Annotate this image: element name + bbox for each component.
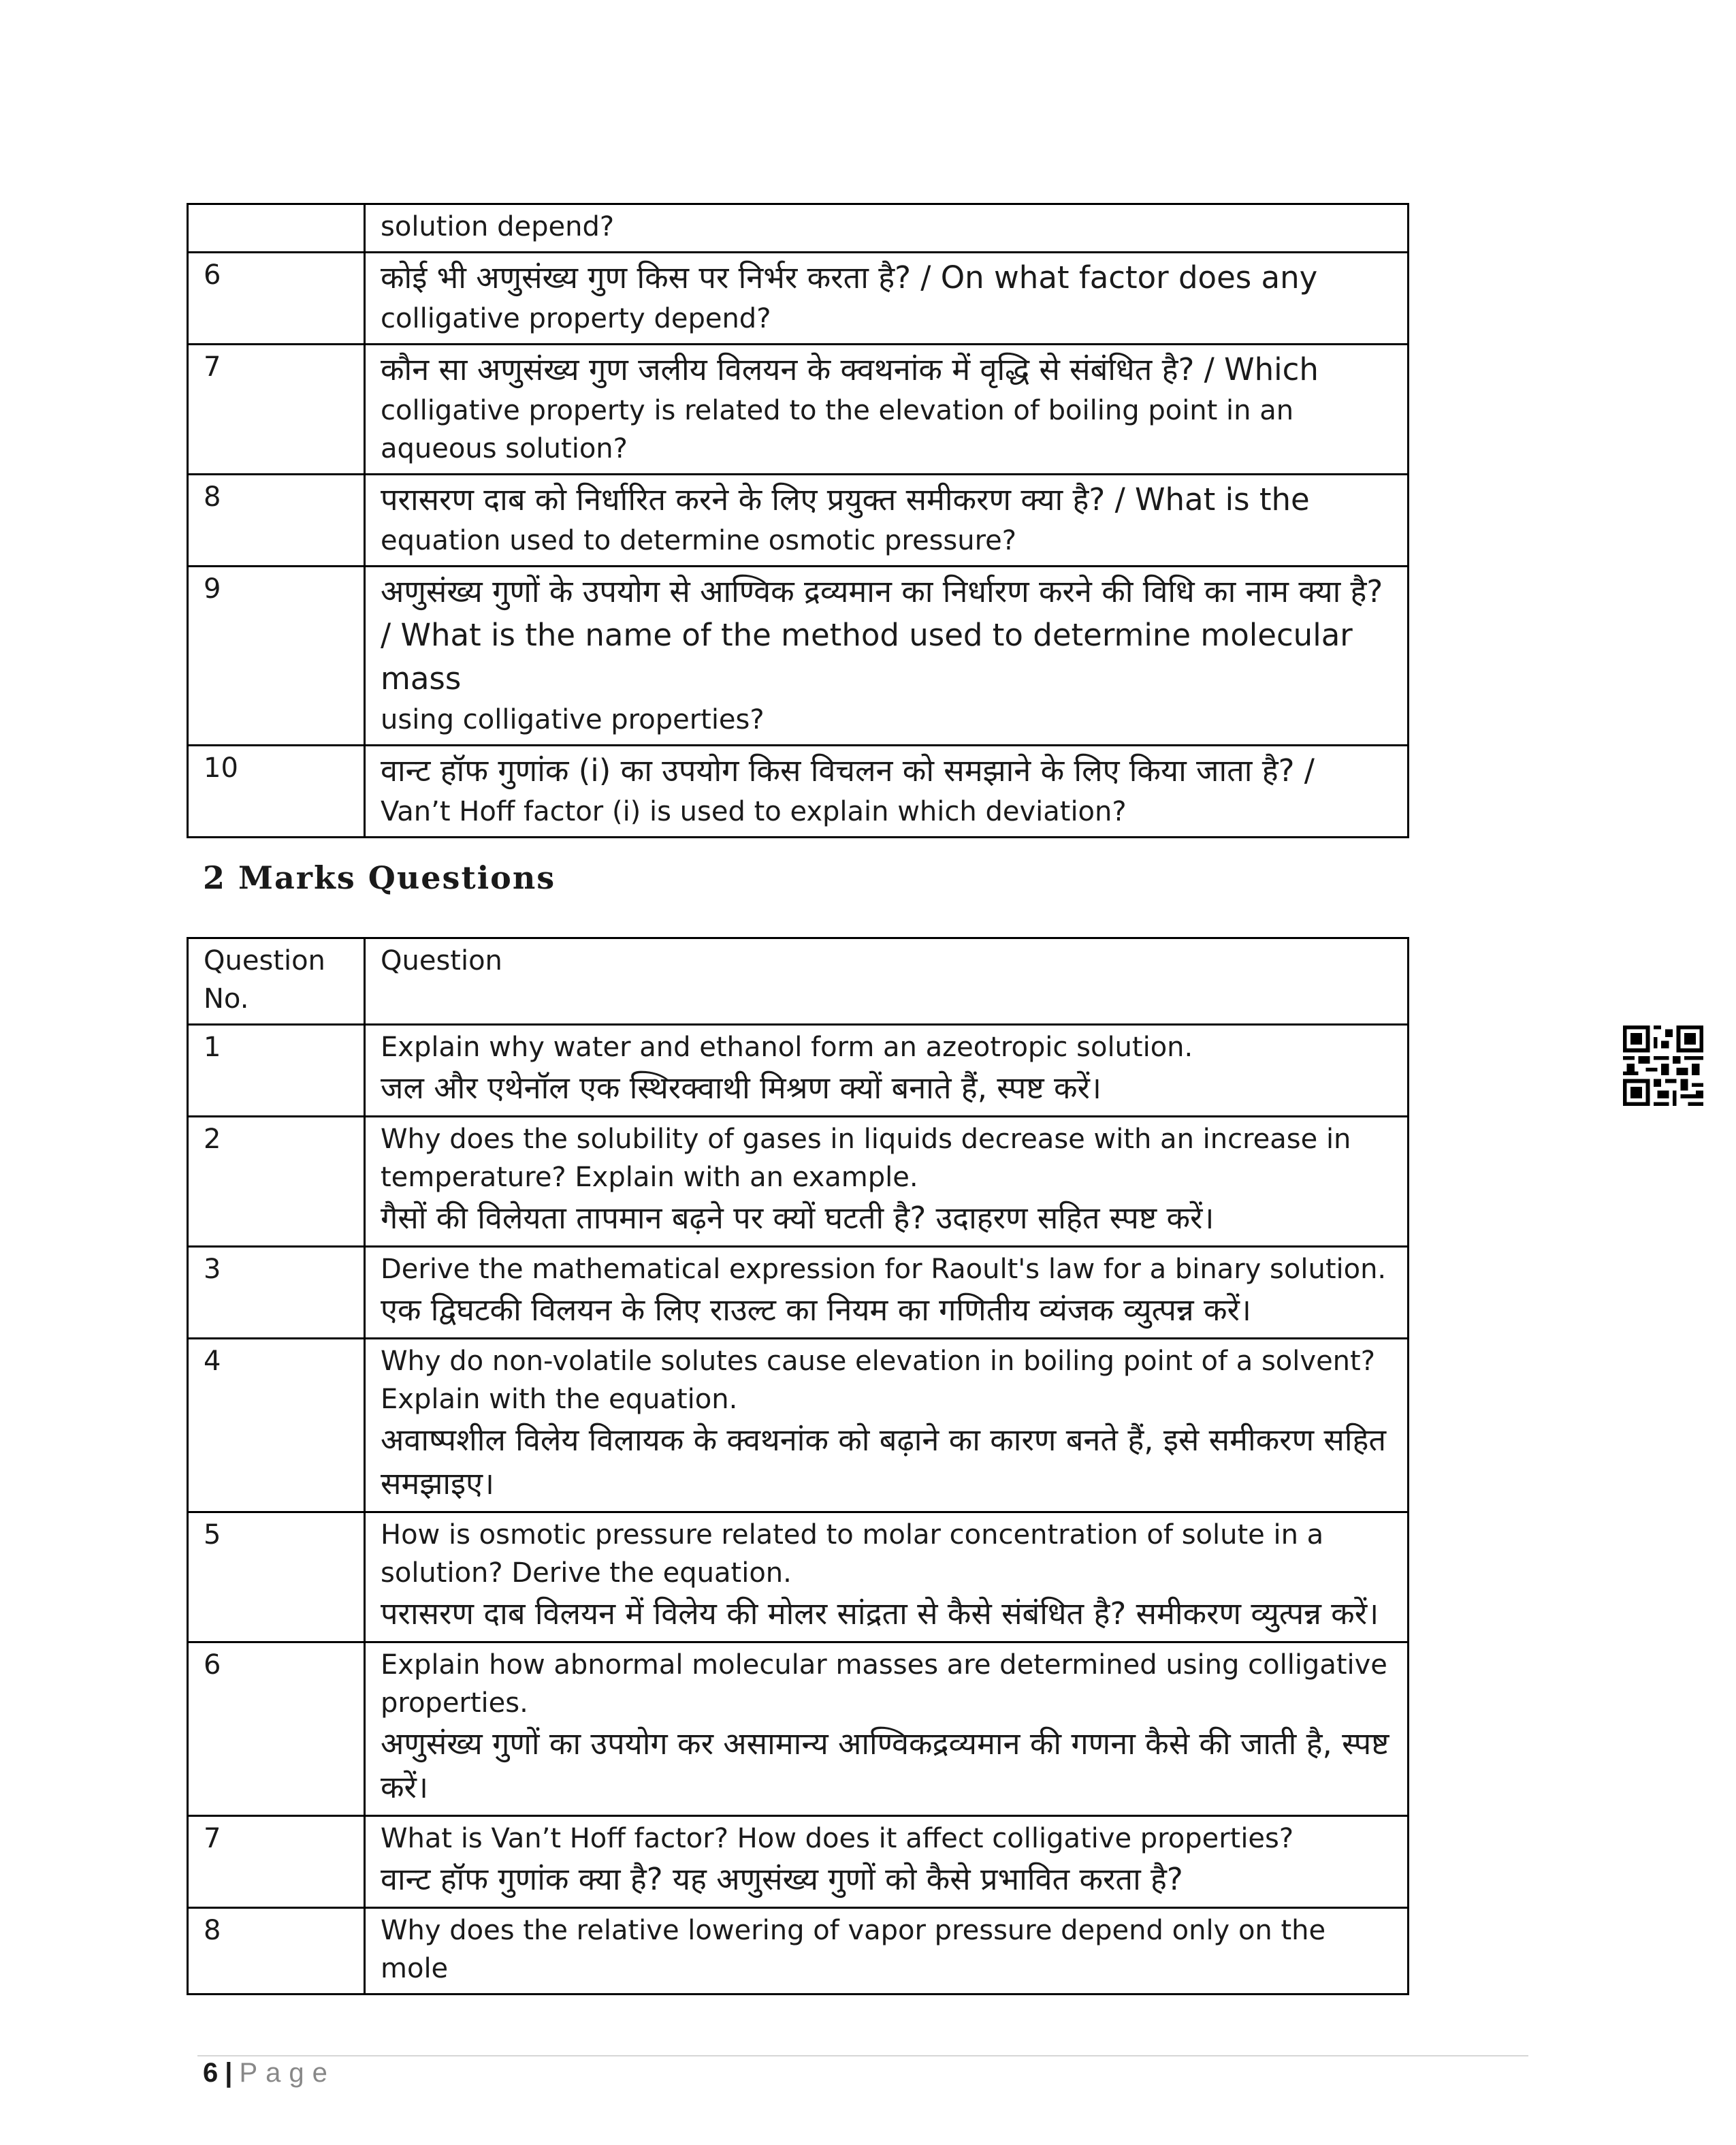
footer-separator: | [225, 2058, 233, 2088]
table-row [188, 1025, 1409, 1117]
page-number: 6 [203, 2058, 219, 2088]
question-number-cell: 5 [188, 1512, 365, 1642]
table-row [188, 345, 1409, 475]
table-row [188, 1908, 1409, 1995]
question-text-en: How is osmotic pressure related to molar concentration of solute in a solution? Derive the equation. [381, 1519, 1324, 1589]
question-number-cell: 7 [188, 345, 365, 475]
table-row [188, 1512, 1409, 1642]
question-cell [365, 204, 1409, 253]
question-cell [365, 1025, 1409, 1117]
question-cell [365, 345, 1409, 475]
question-text-hi: गैसों की विलेयता तापमान बढ़ने पर क्यों घटती है? उदाहरण सहित स्पष्ट करें। [381, 1200, 1215, 1236]
question-text-hi: कोई भी अणुसंख्य गुण किस पर निर्भर करता है? / On what factor does any [381, 259, 1318, 296]
question-number-cell: 7 [188, 1816, 365, 1908]
question-number-cell: 3 [188, 1247, 365, 1339]
table-row [188, 475, 1409, 567]
two-mark-questions-table [187, 937, 1409, 1995]
question-cell [365, 1816, 1409, 1908]
table-header-row [188, 938, 1409, 1025]
question-cell [365, 746, 1409, 838]
question-cell [365, 567, 1409, 746]
question-text-en: Van’t Hoff factor (i) is used to explain which deviation? [381, 796, 1127, 827]
question-cell [365, 1117, 1409, 1247]
question-text-en: Why do non-volatile solutes cause elevation in boiling point of a solvent? Explain with the equation. [381, 1346, 1375, 1415]
table-row [188, 1816, 1409, 1908]
question-cell [365, 1512, 1409, 1642]
table-row [188, 567, 1409, 746]
question-text-en: using colligative properties? [381, 704, 765, 735]
question-text-en: Derive the mathematical expression for Raoult's law for a binary solution. [381, 1254, 1387, 1285]
question-text-hi: अवाष्पशील विलेय विलायक के क्वथनांक को बढ़ाने का कारण बनते हैं, इसे समीकरण सहित समझाइए। [381, 1422, 1387, 1502]
question-text-hi: जल और एथेनॉल एक स्थिरक्वाथी मिश्रण क्यों बनाते हैं, स्पष्ट करें। [381, 1070, 1102, 1106]
question-number-cell: 10 [188, 746, 365, 838]
question-text-en: Explain why water and ethanol form an azeotropic solution. [381, 1032, 1193, 1063]
question-number-cell: 1 [188, 1025, 365, 1117]
question-cell [365, 475, 1409, 567]
question-cell [365, 253, 1409, 345]
question-number-cell: 9 [188, 567, 365, 746]
question-number-cell [188, 204, 365, 253]
table-row [188, 1247, 1409, 1339]
one-mark-questions-table [187, 203, 1409, 838]
table-row [188, 746, 1409, 838]
question-text-en: Explain how abnormal molecular masses are determined using colligative properties. [381, 1649, 1387, 1719]
table-row [188, 1117, 1409, 1247]
table-row [188, 204, 1409, 253]
header-question: Question [365, 938, 1409, 1025]
question-text-hi: परासरण दाब को निर्धारित करने के लिए प्रयुक्त समीकरण क्या है? / What is the [381, 481, 1310, 518]
question-number-cell: 2 [188, 1117, 365, 1247]
page-label: Page [239, 2058, 336, 2088]
question-text-hi: वान्ट हॉफ गुणांक (i) का उपयोग किस विचलन को समझाने के लिए किया जाता है? / [381, 752, 1315, 789]
question-text-en: What is Van’t Hoff factor? How does it affect colligative properties? [381, 1823, 1294, 1854]
question-number-cell: 6 [188, 253, 365, 345]
question-text-en: equation used to determine osmotic pressure? [381, 525, 1017, 556]
question-cell [365, 1339, 1409, 1512]
question-text-en: Why does the solubility of gases in liquids decrease with an increase in temperature? Explain with an example. [381, 1124, 1351, 1193]
qr-code-icon [1623, 1026, 1703, 1106]
question-cell [365, 1642, 1409, 1816]
question-text-hi: एक द्विघटकी विलयन के लिए राउल्ट का नियम का गणितीय व्यंजक व्युत्पन्न करें। [381, 1292, 1251, 1328]
question-text-en: colligative property depend? [381, 303, 771, 334]
question-text-hi: कौन सा अणुसंख्य गुण जलीय विलयन के क्वथनांक में वृद्धि से संबंधित है? / Which [381, 351, 1319, 387]
page-footer [203, 2058, 336, 2088]
section-title: 2 Marks Questions [203, 859, 556, 896]
question-cell [365, 1908, 1409, 1995]
question-number-cell: 8 [188, 475, 365, 567]
question-text-en: solution depend? [381, 211, 615, 242]
question-text-hi: अणुसंख्य गुणों के उपयोग से आण्विक द्रव्यमान का निर्धारण करने की विधि का नाम क्या है? / What is the name of the method used to determine molecular mass [381, 573, 1383, 697]
table-row [188, 1339, 1409, 1512]
table-row [188, 253, 1409, 345]
question-text-en: Why does the relative lowering of vapor pressure depend only on the mole [381, 1915, 1326, 1984]
question-text-hi: अणुसंख्य गुणों का उपयोग कर असामान्य आण्विकद्रव्यमान की गणना कैसे की जाती है, स्पष्ट करें। [381, 1726, 1389, 1805]
header-question-no: Question No. [188, 938, 365, 1025]
table-row [188, 1642, 1409, 1816]
footer-divider [197, 2055, 1528, 2056]
question-number-cell: 4 [188, 1339, 365, 1512]
question-number-cell: 8 [188, 1908, 365, 1995]
question-number-cell: 6 [188, 1642, 365, 1816]
question-text-hi: परासरण दाब विलयन में विलेय की मोलर सांद्रता से कैसे संबंधित है? समीकरण व्युत्पन्न करें। [381, 1595, 1379, 1632]
question-text-hi: वान्ट हॉफ गुणांक क्या है? यह अणुसंख्य गुणों को कैसे प्रभावित करता है? [381, 1861, 1183, 1897]
question-text-en: colligative property is related to the elevation of boiling point in an aqueous solution? [381, 395, 1294, 464]
question-cell [365, 1247, 1409, 1339]
